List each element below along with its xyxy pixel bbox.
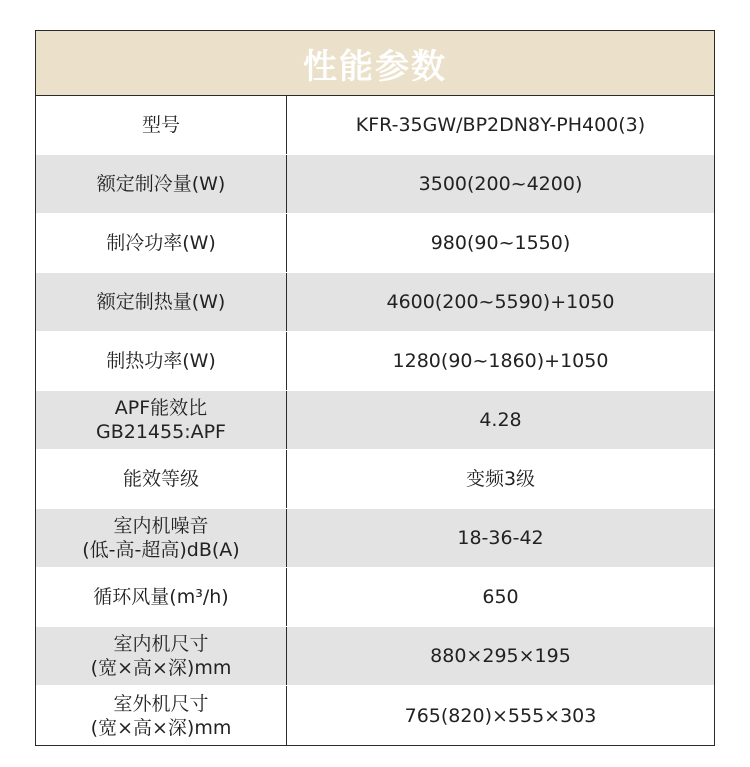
- table-row: [36, 332, 714, 391]
- spec-value: 18-36-42: [457, 527, 544, 549]
- spec-label: 能效等级: [36, 450, 287, 508]
- spec-value: 765(820)×555×303: [404, 704, 597, 727]
- table-row: [36, 450, 714, 509]
- table-row: [36, 391, 714, 450]
- spec-value: 4.28: [479, 409, 522, 431]
- spec-label: 室外机尺寸 (宽×高×深)mm: [36, 686, 287, 745]
- spec-value: 980(90~1550): [430, 232, 571, 254]
- spec-label: 额定制冷量(W): [36, 155, 287, 213]
- spec-label: 制热功率(W): [36, 332, 287, 390]
- table-title: 性能参数: [36, 31, 714, 96]
- spec-value: 880×295×195: [430, 645, 571, 667]
- table-row: [36, 568, 714, 627]
- table-row: [36, 273, 714, 332]
- spec-label: 额定制热量(W): [36, 273, 287, 331]
- spec-value: 变频3级: [465, 468, 536, 490]
- table-row: [36, 627, 714, 686]
- spec-label: 室内机尺寸 (宽×高×深)mm: [36, 627, 287, 685]
- spec-value: 650: [482, 586, 519, 608]
- spec-value: 3500(200~4200): [418, 173, 583, 195]
- spec-label: 循环风量(m³/h): [36, 568, 287, 626]
- spec-rows: [36, 96, 714, 745]
- spec-table: [35, 30, 715, 746]
- table-row: [36, 214, 714, 273]
- spec-label: APF能效比 GB21455:APF: [36, 391, 287, 449]
- spec-label: 制冷功率(W): [36, 214, 287, 272]
- table-row: [36, 96, 714, 155]
- spec-value: 4600(200~5590)+1050: [386, 291, 615, 313]
- spec-value: 1280(90~1860)+1050: [392, 350, 609, 372]
- table-row: [36, 155, 714, 214]
- spec-label: 室内机噪音 (低-高-超高)dB(A): [36, 509, 287, 567]
- spec-label: 型号: [36, 96, 287, 154]
- spec-value: KFR-35GW/BP2DN8Y-PH400(3): [355, 114, 646, 136]
- table-row: [36, 509, 714, 568]
- table-row: [36, 686, 714, 745]
